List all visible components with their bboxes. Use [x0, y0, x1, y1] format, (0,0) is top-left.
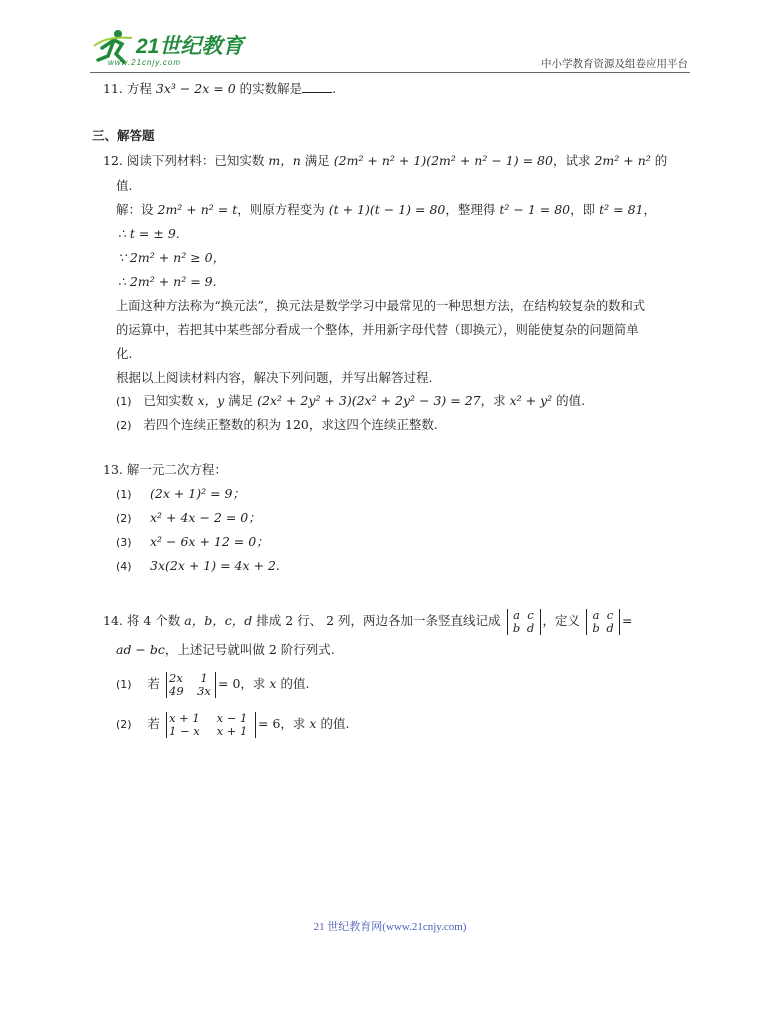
question-text: 将 4 个数: [126, 613, 181, 628]
det-entry: b: [512, 620, 521, 635]
question-text: 的值.: [320, 716, 350, 731]
question-text: 阅读下列材料：已知实数: [126, 153, 265, 168]
punctuation: .: [332, 81, 337, 96]
equation: x² − 6x + 12 = 0；: [150, 534, 269, 549]
question-text: = 0，求: [218, 676, 266, 691]
question-13: [103, 462, 227, 478]
det-entry: a: [592, 607, 600, 622]
sub-question-number: (1): [116, 488, 132, 501]
det-entry: 49: [169, 683, 184, 698]
determinant: [169, 672, 213, 698]
solution-line-1: [116, 202, 656, 218]
sub-question-number: (2): [116, 718, 132, 731]
det-entry: 1 − x: [169, 723, 200, 738]
sub-question: [116, 486, 245, 503]
equation: (2m² + n² + 1)(2m² + n² − 1) = 80: [333, 153, 553, 168]
question-text: 若: [147, 716, 161, 731]
det-entry: 3x: [197, 683, 211, 698]
equation: (2x² + 2y² + 3)(2x² + 2y² − 3) = 27: [257, 393, 481, 408]
determinant-bar: [166, 712, 167, 738]
question-number: 13.: [103, 462, 123, 477]
equation: 2m² + n² = t: [157, 202, 238, 217]
det-entry: b: [592, 620, 600, 635]
logo-url: www.21cnjy.com: [108, 58, 181, 67]
question-text: ，求: [480, 393, 506, 408]
variables: m，n: [268, 153, 301, 168]
sub-question-number: (2): [116, 512, 132, 525]
question-number: 11.: [103, 81, 123, 96]
logo-text: 21世纪教育: [136, 35, 244, 58]
determinant: [589, 609, 617, 635]
answer-blank: [302, 80, 332, 93]
equation: (t + 1)(t − 1) = 80: [328, 202, 446, 217]
expression: ad − bc: [116, 642, 165, 657]
question-number: 12.: [103, 153, 123, 168]
equation: 3x(2x + 1) = 4x + 2.: [150, 558, 280, 573]
paragraph-line: 化.: [116, 346, 133, 361]
question-text: ，上述记号就叫做 2 阶行列式.: [164, 642, 335, 657]
expression: x² + y²: [509, 393, 553, 408]
question-text: 排成 2 行、 2 列，两边各加一条竖直线记成: [256, 613, 501, 628]
equation: (2x + 1)² = 9；: [150, 486, 246, 501]
determinant: [169, 712, 253, 738]
det-entry: x − 1: [216, 710, 248, 725]
equation: t² − 1 = 80: [499, 202, 571, 217]
solution-text: ，即: [570, 202, 596, 217]
question-text: 若: [147, 676, 161, 691]
sub-question-number: (3): [116, 536, 132, 549]
equation: t² = 81: [599, 202, 644, 217]
punctuation: ，: [643, 202, 657, 217]
variable: x: [269, 676, 277, 691]
question-text: ，定义: [542, 613, 581, 628]
determinant-bar: [215, 672, 216, 698]
question-text: ，试求: [552, 153, 591, 168]
paragraph-line: 的运算中，若把其中某些部分看成一个整体，并用新字母代替（即换元），则能使复杂的问题简单: [116, 323, 639, 337]
question-text: 的实数解是: [239, 81, 303, 96]
solution-line-3: ∵ 2m² + n² ≥ 0，: [118, 250, 226, 265]
solution-text: ，整理得: [445, 202, 496, 217]
det-entry: d: [526, 620, 535, 635]
variables: a，b，c，d: [184, 613, 253, 628]
question-text: 已知实数: [143, 393, 194, 408]
det-entry: 1: [200, 670, 208, 685]
sub-question-number: (1): [116, 395, 132, 408]
sub-question: [116, 510, 261, 527]
question-text: 的: [654, 153, 668, 168]
det-entry: x + 1: [169, 710, 200, 725]
header-divider: [90, 72, 690, 73]
sub-question-1: [116, 393, 585, 410]
det-entry: c: [606, 607, 614, 622]
paragraph-line: 根据以上阅读材料内容，解决下列问题，并写出解答过程.: [116, 370, 433, 385]
det-entry: c: [527, 607, 534, 622]
sub-question: [116, 558, 280, 575]
question-text: = 6，求: [258, 716, 306, 731]
expression: 2m² + n²: [594, 153, 651, 168]
section-title: 三、解答题: [92, 128, 155, 143]
determinant-bar: [166, 672, 167, 698]
sub-question-number: (1): [116, 678, 132, 691]
determinant-bar: [507, 609, 508, 635]
header-platform-name: 中小学教育资源及组卷应用平台: [541, 58, 688, 70]
question-text: 满足: [304, 153, 330, 168]
sub-question-number: (4): [116, 560, 132, 573]
determinant: [510, 609, 538, 635]
determinant-bar: [540, 609, 541, 635]
sub-question-2: [116, 710, 349, 739]
sub-question-2: [116, 417, 438, 434]
question-12-line-1: [103, 153, 667, 169]
sub-question-number: (2): [116, 419, 132, 432]
paragraph-line: 上面这种方法称为“换元法”，换元法是数学学习中最常见的一种思想方法，在结构较复杂的数和式: [116, 299, 646, 313]
question-11: [103, 80, 336, 97]
variable: x: [309, 716, 317, 731]
determinant-bar: [586, 609, 587, 635]
equals-sign: =: [622, 613, 633, 628]
det-entry: 2x: [169, 670, 183, 685]
equation: x² + 4x − 2 = 0；: [150, 510, 261, 525]
det-entry: d: [606, 620, 614, 635]
question-text: 方程: [126, 81, 152, 96]
question-text: 若四个连续正整数的积为 120，求这四个连续正整数.: [143, 417, 438, 432]
sub-question-1: [116, 670, 309, 699]
solution-text: ，则原方程变为: [237, 202, 325, 217]
question-14-line-1: [103, 607, 633, 635]
equation: 3x³ − 2x = 0: [155, 81, 236, 96]
question-text: 满足: [228, 393, 254, 408]
solution-line-4: ∴ 2m² + n² = 9.: [118, 274, 217, 289]
variables: x，y: [197, 393, 225, 408]
question-text: 的值.: [280, 676, 310, 691]
det-entry: x + 1: [216, 723, 248, 738]
question-12-line-2: 值.: [116, 178, 133, 193]
question-text: 的值.: [556, 393, 586, 408]
solution-text: 解：设: [116, 202, 154, 217]
determinant-bar: [255, 712, 256, 738]
solution-line-2: ∴ t = ± 9.: [118, 226, 180, 241]
question-text: 解一元二次方程：: [126, 462, 227, 477]
determinant-bar: [619, 609, 620, 635]
footer-link[interactable]: 21 世纪教育网(www.21cnjy.com): [313, 921, 467, 933]
question-14-line-2: [116, 642, 335, 658]
det-entry: a: [513, 607, 520, 622]
question-number: 14.: [103, 613, 123, 628]
sub-question: [116, 534, 269, 551]
